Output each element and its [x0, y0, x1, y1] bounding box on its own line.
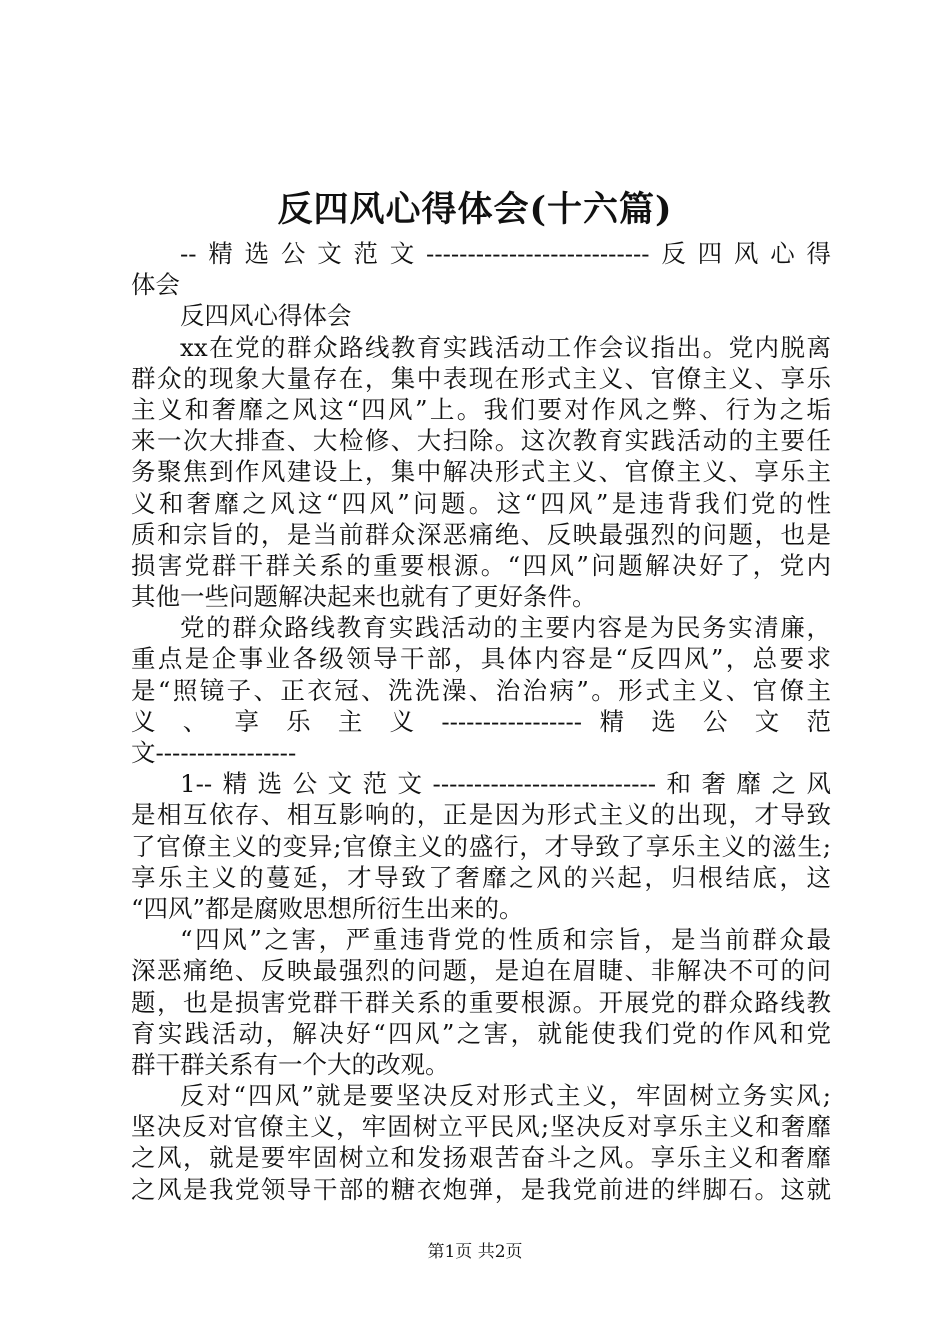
- text-line: 之风是我党领导干部的糖衣炮弹，是我党前进的绊脚石。这就: [131, 1174, 831, 1204]
- text-line: 其他一些问题解决起来也就有了更好条件。: [131, 582, 597, 612]
- text-line: 深恶痛绝、反映最强烈的问题，是迫在眉睫、非解决不可的问: [131, 956, 831, 986]
- text-line: “四风”之害，严重违背党的性质和宗旨，是当前群众最: [180, 925, 831, 955]
- text-line: “四风”都是腐败思想所衍生出来的。: [131, 893, 524, 923]
- text-line: xx在党的群众路线教育实践活动工作会议指出。党内脱离: [180, 332, 831, 362]
- text-line: 了官僚主义的变异;官僚主义的盛行，才导致了享乐主义的滋生;: [131, 831, 831, 861]
- text-line: 反对“四风”就是要坚决反对形式主义，牢固树立务实风;: [180, 1081, 831, 1111]
- document-title: 反四风心得体会(十六篇): [277, 189, 673, 230]
- text-line: 育实践活动，解决好“四风”之害，就能使我们党的作风和党: [131, 1018, 831, 1048]
- text-line: 坚决反对官僚主义，牢固树立平民风;坚决反对享乐主义和奢靡: [131, 1112, 831, 1142]
- text-line: 是“照镜子、正衣冠、洗洗澡、治治病”。形式主义、官僚主: [131, 675, 831, 705]
- text-line: 重点是企事业各级领导干部，具体内容是“反四风”，总要求: [131, 644, 831, 674]
- text-line: 主义和奢靡之风这“四风”上。我们要对作风之弊、行为之垢: [131, 394, 831, 424]
- text-line: 质和宗旨的，是当前群众深恶痛绝、反映最强烈的问题，也是: [131, 519, 831, 549]
- text-line: 享乐主义的蔓延，才导致了奢靡之风的兴起，归根结底，这: [131, 862, 831, 892]
- text-line: 体会: [131, 270, 180, 300]
- text-line: 群干群关系有一个大的改观。: [131, 1049, 450, 1079]
- text-line: 是相互依存、相互影响的，正是因为形式主义的出现，才导致: [131, 800, 831, 830]
- text-line: --精选公文范文---------------------------反四风心得: [180, 239, 831, 268]
- text-line: 务聚焦到作风建设上，集中解决形式主义、官僚主义、享乐主: [131, 457, 831, 487]
- page-footer: 第1页 共2页: [427, 1242, 523, 1262]
- text-line: 义和奢靡之风这“四风”问题。这“四风”是违背我们党的性: [131, 488, 831, 518]
- document-body: [131, 238, 831, 1205]
- text-line: 题，也是损害党群干群关系的重要根源。开展党的群众路线教: [131, 987, 831, 1017]
- text-line: 文-----------------: [131, 738, 297, 767]
- text-line: 群众的现象大量存在，集中表现在形式主义、官僚主义、享乐: [131, 363, 831, 393]
- text-line: 之风，就是要牢固树立和发扬艰苦奋斗之风。享乐主义和奢靡: [131, 1143, 831, 1173]
- text-line: 反四风心得体会: [180, 301, 352, 331]
- text-line: 来一次大排查、大检修、大扫除。这次教育实践活动的主要任: [131, 426, 831, 456]
- text-line: 党的群众路线教育实践活动的主要内容是为民务实清廉，: [180, 613, 831, 643]
- text-line: 义 、 享 乐 主 义 ----------------- 精 选 公 文 范: [131, 706, 831, 736]
- text-line: 损害党群干群关系的重要根源。“四风”问题解决好了，党内: [131, 550, 831, 580]
- text-line: 1--精选公文范文---------------------------和奢靡之风: [180, 769, 831, 799]
